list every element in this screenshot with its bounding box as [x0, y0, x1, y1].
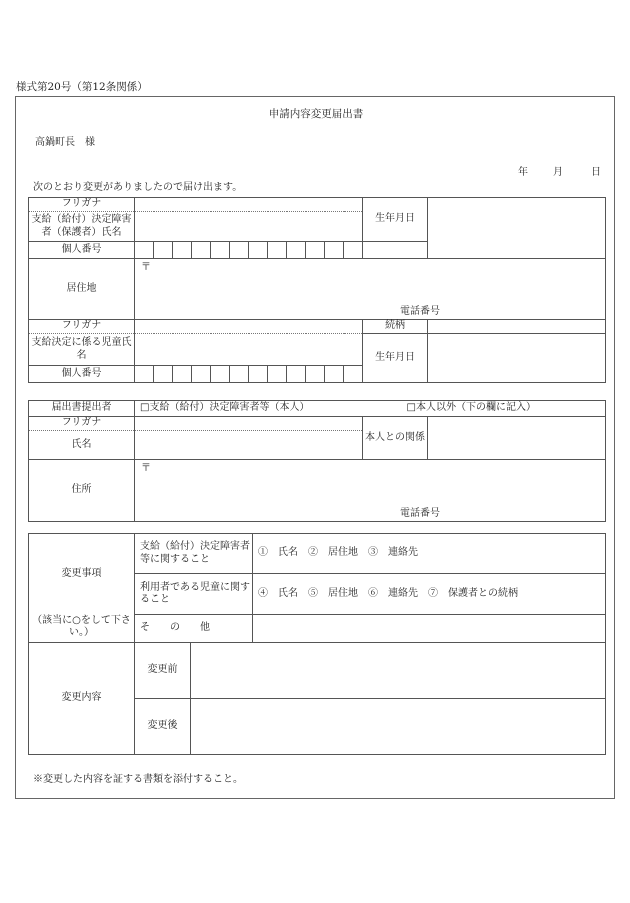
- personal-number-digit[interactable]: [211, 366, 230, 383]
- submitter-address-field[interactable]: [135, 460, 606, 522]
- change-content-label: 変更内容: [29, 643, 135, 755]
- change-table: [28, 533, 606, 755]
- personal-number-digit[interactable]: [249, 366, 268, 383]
- submitter-relationship-field[interactable]: [428, 417, 606, 460]
- recipient-table: [28, 197, 606, 383]
- personal-number-digit[interactable]: [306, 242, 325, 259]
- personal-number-digit[interactable]: [211, 242, 230, 259]
- personal-number-digit[interactable]: [154, 366, 173, 383]
- personal-number-digit[interactable]: [230, 242, 249, 259]
- personal-number-digit[interactable]: [306, 366, 325, 383]
- submitter-relationship-label: 本人との関係: [363, 417, 428, 460]
- submitter-option-self[interactable]: □支給（給付）決定障害者等（本人）: [135, 401, 363, 417]
- phone-label: 電話番号: [400, 507, 440, 519]
- change-cat3-label: そ の 他: [135, 615, 253, 643]
- child-personal-number-label: 個人番号: [29, 366, 135, 383]
- submitter-furigana-label: フリガナ: [29, 417, 135, 431]
- change-before-label: 変更前: [135, 643, 191, 699]
- child-name-label: 支給決定に係る児童氏名: [29, 334, 135, 366]
- change-cat2-options[interactable]: ④ 氏名 ⑤ 居住地 ⑥ 連絡先 ⑦ 保護者との続柄: [253, 574, 606, 615]
- change-cat2-label: 利用者である児童に関すること: [135, 574, 253, 615]
- recipient-birthdate-field[interactable]: [428, 198, 606, 259]
- form-title: 申請内容変更届出書: [268, 108, 364, 120]
- child-birthdate-field[interactable]: [428, 334, 606, 383]
- recipient-address-field[interactable]: [135, 259, 606, 320]
- date-month-label: 月: [553, 167, 563, 178]
- submitter-option-other[interactable]: □本人以外（下の欄に記入）: [363, 401, 606, 417]
- personal-number-digit[interactable]: [268, 366, 287, 383]
- recipient-number-spacer: [363, 242, 428, 259]
- submitter-table: [28, 400, 606, 522]
- personal-number-digit[interactable]: [325, 366, 344, 383]
- change-cat3-field[interactable]: [253, 615, 606, 643]
- child-name-field[interactable]: [135, 334, 363, 366]
- date-day-label: 日: [591, 167, 601, 178]
- personal-number-digit[interactable]: [173, 366, 192, 383]
- personal-number-digit[interactable]: [135, 366, 154, 383]
- recipient-birthdate-label: 生年月日: [363, 198, 428, 242]
- change-after-label: 変更後: [135, 699, 191, 755]
- personal-number-digit[interactable]: [268, 242, 287, 259]
- personal-number-digit[interactable]: [230, 366, 249, 383]
- addressee: 高鍋町長 様: [35, 137, 95, 148]
- child-furigana-field[interactable]: [135, 320, 363, 334]
- child-furigana-label: フリガナ: [29, 320, 135, 334]
- child-birthdate-label: 生年月日: [363, 334, 428, 383]
- change-cat1-options[interactable]: ① 氏名 ② 居住地 ③ 連絡先: [253, 534, 606, 574]
- personal-number-digit[interactable]: [154, 242, 173, 259]
- change-items-note: （該当に○をして下さい。）: [29, 615, 135, 643]
- phone-label: 電話番号: [400, 305, 440, 317]
- child-relation-label: 続柄: [363, 320, 428, 334]
- form-frame: [15, 96, 615, 799]
- child-relation-field[interactable]: [428, 320, 606, 334]
- recipient-name-field[interactable]: [135, 212, 363, 242]
- recipient-furigana-field[interactable]: [135, 198, 363, 212]
- personal-number-digit[interactable]: [287, 366, 306, 383]
- recipient-personal-number-label: 個人番号: [29, 242, 135, 259]
- personal-number-digit[interactable]: [192, 242, 211, 259]
- recipient-name-label: 支給（給付）決定障害者（保護者）氏名: [29, 212, 135, 242]
- postal-mark: 〒: [141, 262, 151, 273]
- form-number: 様式第20号（第12条関係）: [16, 81, 148, 93]
- personal-number-digit[interactable]: [287, 242, 306, 259]
- recipient-address-label: 居住地: [29, 259, 135, 320]
- footnote: ※変更した内容を証する書類を添付すること。: [33, 774, 243, 785]
- intro-text: 次のとおり変更がありましたので届け出ます。: [33, 182, 243, 193]
- personal-number-digit[interactable]: [325, 242, 344, 259]
- postal-mark: 〒: [141, 463, 151, 474]
- change-cat1-label: 支給（給付）決定障害者等に関すること: [135, 534, 253, 574]
- date-year-label: 年: [518, 167, 528, 178]
- submitter-name-label: 氏名: [29, 431, 135, 460]
- personal-number-digit[interactable]: [344, 366, 363, 383]
- personal-number-digit[interactable]: [344, 242, 363, 259]
- submitter-furigana-field[interactable]: [135, 417, 363, 431]
- personal-number-digit[interactable]: [135, 242, 154, 259]
- submitter-name-field[interactable]: [135, 431, 363, 460]
- personal-number-digit[interactable]: [249, 242, 268, 259]
- change-items-label: 変更事項: [29, 534, 135, 615]
- recipient-furigana-label: フリガナ: [29, 198, 135, 212]
- submitter-label: 届出書提出者: [29, 401, 135, 417]
- change-after-field[interactable]: [191, 699, 606, 755]
- personal-number-digit[interactable]: [173, 242, 192, 259]
- submitter-address-label: 住所: [29, 460, 135, 522]
- personal-number-digit[interactable]: [192, 366, 211, 383]
- change-before-field[interactable]: [191, 643, 606, 699]
